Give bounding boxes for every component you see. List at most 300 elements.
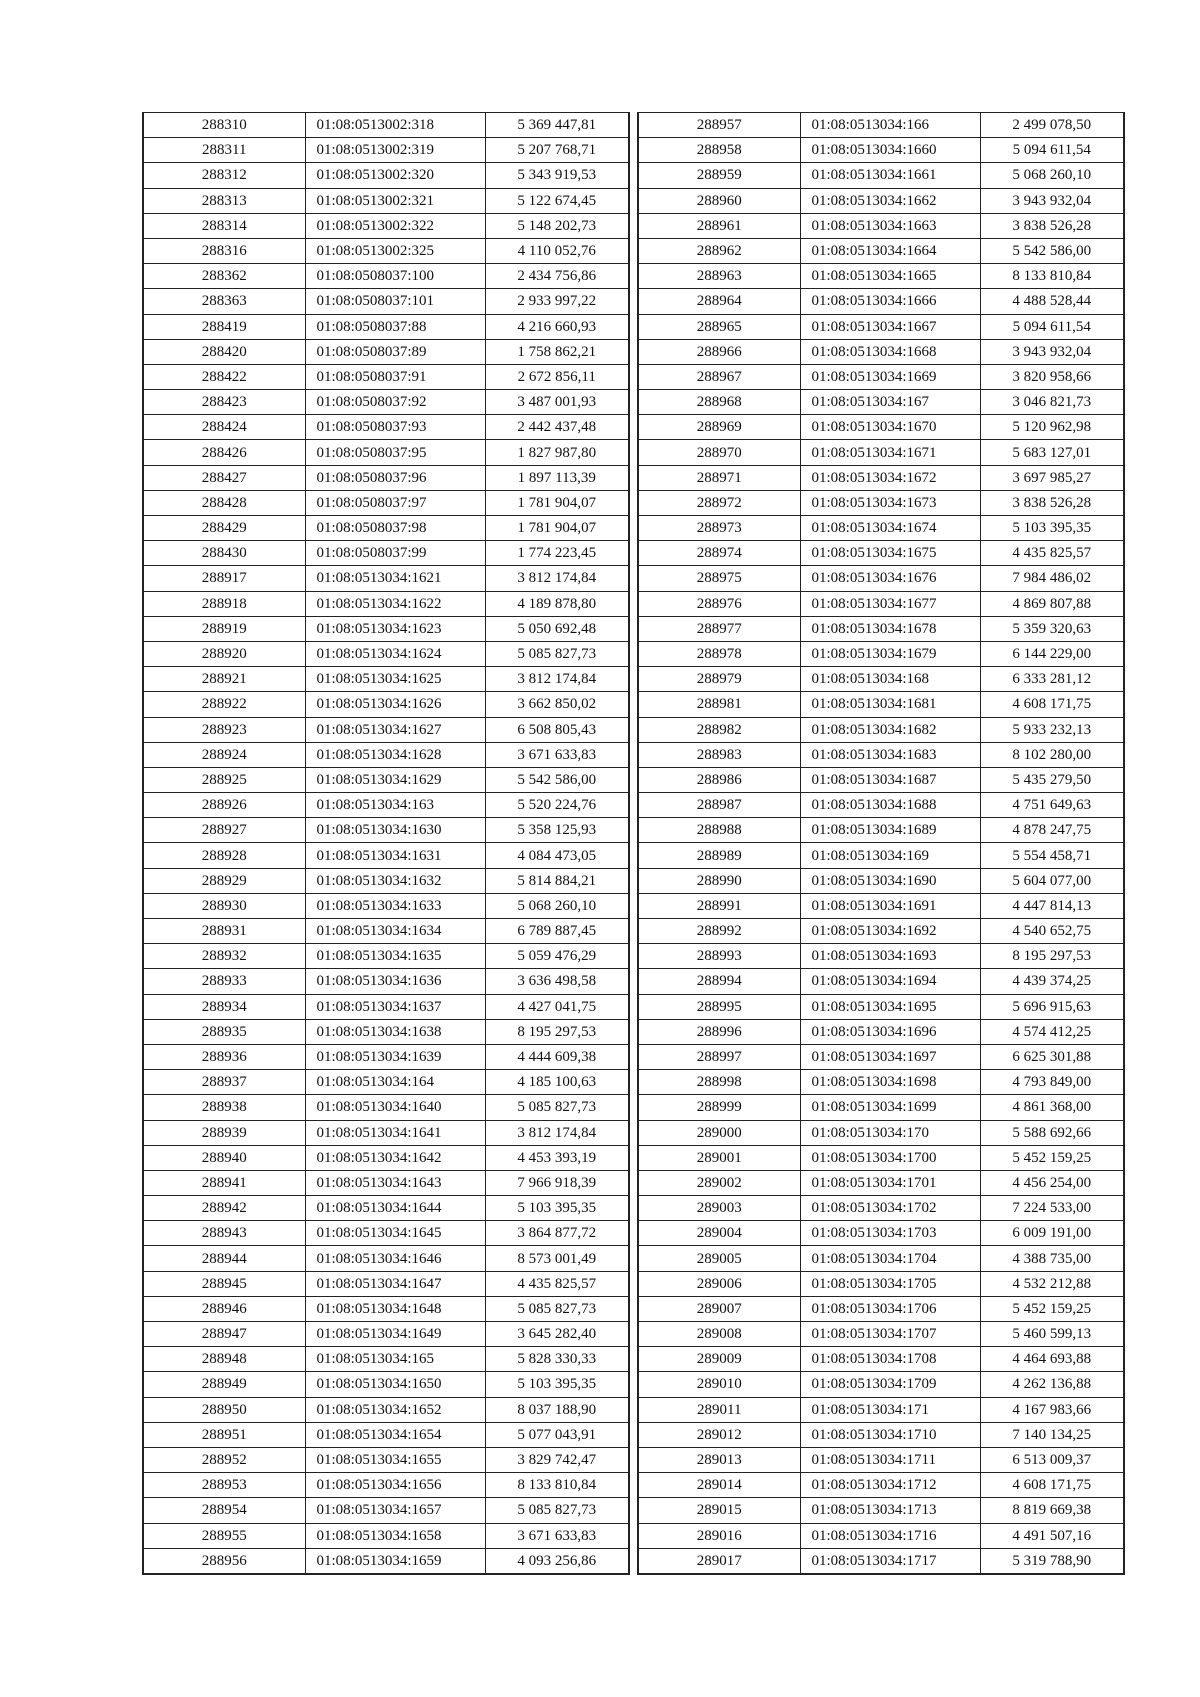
cadastral-number-cell: 01:08:0513034:1698 xyxy=(800,1070,980,1095)
cadastral-number-cell: 01:08:0513034:1700 xyxy=(800,1145,980,1170)
table-row xyxy=(638,843,1124,868)
table-row xyxy=(143,541,629,566)
table-row xyxy=(143,1070,629,1095)
record-number-cell: 288982 xyxy=(638,717,800,742)
table-row xyxy=(143,1044,629,1069)
table-row xyxy=(638,717,1124,742)
record-number-cell: 289015 xyxy=(638,1498,800,1523)
table-row xyxy=(638,1070,1124,1095)
cadastral-number-cell: 01:08:0513034:171 xyxy=(800,1397,980,1422)
cadastral-value-cell: 5 085 827,73 xyxy=(485,1296,629,1321)
cadastral-number-cell: 01:08:0513034:1640 xyxy=(305,1095,485,1120)
record-number-cell: 288311 xyxy=(143,138,305,163)
cadastral-number-cell: 01:08:0513034:1662 xyxy=(800,188,980,213)
table-row xyxy=(638,1044,1124,1069)
cadastral-value-cell: 1 758 862,21 xyxy=(485,339,629,364)
cadastral-number-cell: 01:08:0513034:1678 xyxy=(800,616,980,641)
cadastral-number-cell: 01:08:0513034:1627 xyxy=(305,717,485,742)
cadastral-number-cell: 01:08:0513034:1632 xyxy=(305,868,485,893)
cadastral-value-cell: 4 444 609,38 xyxy=(485,1044,629,1069)
cadastral-number-cell: 01:08:0513034:1634 xyxy=(305,919,485,944)
table-row xyxy=(143,289,629,314)
record-number-cell: 288962 xyxy=(638,238,800,263)
cadastral-number-cell: 01:08:0513034:1643 xyxy=(305,1170,485,1195)
cadastral-number-cell: 01:08:0513034:1655 xyxy=(305,1447,485,1472)
cadastral-value-cell: 3 697 985,27 xyxy=(980,465,1124,490)
cadastral-number-cell: 01:08:0513034:1667 xyxy=(800,314,980,339)
cadastral-number-cell: 01:08:0513034:1704 xyxy=(800,1246,980,1271)
record-number-cell: 288422 xyxy=(143,364,305,389)
table-row xyxy=(638,138,1124,163)
record-number-cell: 288954 xyxy=(143,1498,305,1523)
cadastral-number-cell: 01:08:0508037:92 xyxy=(305,390,485,415)
record-number-cell: 288969 xyxy=(638,415,800,440)
record-number-cell: 289013 xyxy=(638,1447,800,1472)
cadastral-value-cell: 5 359 320,63 xyxy=(980,616,1124,641)
cadastral-value-cell: 7 224 533,00 xyxy=(980,1196,1124,1221)
table-row xyxy=(143,188,629,213)
cadastral-value-cell: 5 358 125,93 xyxy=(485,818,629,843)
record-number-cell: 288989 xyxy=(638,843,800,868)
cadastral-number-cell: 01:08:0513034:1624 xyxy=(305,641,485,666)
cadastral-value-cell: 3 812 174,84 xyxy=(485,667,629,692)
cadastral-value-cell: 3 671 633,83 xyxy=(485,1523,629,1548)
table-row xyxy=(143,692,629,717)
table-row xyxy=(638,1372,1124,1397)
table-row xyxy=(143,339,629,364)
table-row xyxy=(143,163,629,188)
table-row xyxy=(638,818,1124,843)
cadastral-value-cell: 5 068 260,10 xyxy=(485,893,629,918)
cadastral-number-cell: 01:08:0513034:1649 xyxy=(305,1322,485,1347)
record-number-cell: 288313 xyxy=(143,188,305,213)
cadastral-value-cell: 1 827 987,80 xyxy=(485,440,629,465)
cadastral-value-cell: 6 144 229,00 xyxy=(980,641,1124,666)
cadastral-value-cell: 6 625 301,88 xyxy=(980,1044,1124,1069)
cadastral-number-cell: 01:08:0513034:1638 xyxy=(305,1019,485,1044)
cadastral-number-cell: 01:08:0513034:1699 xyxy=(800,1095,980,1120)
cadastral-number-cell: 01:08:0513034:1647 xyxy=(305,1271,485,1296)
table-row xyxy=(143,868,629,893)
table-row xyxy=(143,264,629,289)
record-number-cell: 288961 xyxy=(638,213,800,238)
table-row xyxy=(638,490,1124,515)
cadastral-number-cell: 01:08:0513034:168 xyxy=(800,667,980,692)
cadastral-value-cell: 6 789 887,45 xyxy=(485,919,629,944)
table-row xyxy=(638,1548,1124,1574)
record-number-cell: 289009 xyxy=(638,1347,800,1372)
cadastral-number-cell: 01:08:0513002:319 xyxy=(305,138,485,163)
cadastral-value-cell: 3 812 174,84 xyxy=(485,566,629,591)
cadastral-number-cell: 01:08:0513034:1644 xyxy=(305,1196,485,1221)
record-number-cell: 288426 xyxy=(143,440,305,465)
table-row xyxy=(638,238,1124,263)
record-number-cell: 288993 xyxy=(638,944,800,969)
cadastral-number-cell: 01:08:0508037:97 xyxy=(305,490,485,515)
table-row xyxy=(638,364,1124,389)
record-number-cell: 288428 xyxy=(143,490,305,515)
cadastral-number-cell: 01:08:0513034:1621 xyxy=(305,566,485,591)
cadastral-number-cell: 01:08:0513034:1626 xyxy=(305,692,485,717)
cadastral-value-cell: 5 604 077,00 xyxy=(980,868,1124,893)
cadastral-number-cell: 01:08:0513034:1652 xyxy=(305,1397,485,1422)
cadastral-value-cell: 6 009 191,00 xyxy=(980,1221,1124,1246)
record-number-cell: 288968 xyxy=(638,390,800,415)
table-row xyxy=(638,944,1124,969)
cadastral-value-cell: 5 068 260,10 xyxy=(980,163,1124,188)
cadastral-number-cell: 01:08:0513034:1661 xyxy=(800,163,980,188)
cadastral-number-cell: 01:08:0513002:325 xyxy=(305,238,485,263)
table-row xyxy=(638,1019,1124,1044)
cadastral-number-cell: 01:08:0513034:1657 xyxy=(305,1498,485,1523)
cadastral-value-cell: 8 133 810,84 xyxy=(485,1473,629,1498)
cadastral-number-cell: 01:08:0513034:1636 xyxy=(305,969,485,994)
cadastral-value-cell: 6 513 009,37 xyxy=(980,1447,1124,1472)
table-row xyxy=(143,641,629,666)
cadastral-number-cell: 01:08:0513002:321 xyxy=(305,188,485,213)
table-row xyxy=(143,1296,629,1321)
record-number-cell: 288978 xyxy=(638,641,800,666)
record-number-cell: 288986 xyxy=(638,767,800,792)
cadastral-value-cell: 2 434 756,86 xyxy=(485,264,629,289)
cadastral-value-cell: 4 453 393,19 xyxy=(485,1145,629,1170)
table-row xyxy=(143,1523,629,1548)
cadastral-value-cell: 2 499 078,50 xyxy=(980,113,1124,138)
cadastral-number-cell: 01:08:0513034:1705 xyxy=(800,1271,980,1296)
record-number-cell: 288981 xyxy=(638,692,800,717)
record-number-cell: 288427 xyxy=(143,465,305,490)
record-number-cell: 288991 xyxy=(638,893,800,918)
cadastral-number-cell: 01:08:0513034:1693 xyxy=(800,944,980,969)
cadastral-value-cell: 4 491 507,16 xyxy=(980,1523,1124,1548)
table-row xyxy=(638,289,1124,314)
cadastral-number-cell: 01:08:0513034:1648 xyxy=(305,1296,485,1321)
record-number-cell: 288965 xyxy=(638,314,800,339)
record-number-cell: 288942 xyxy=(143,1196,305,1221)
record-number-cell: 288988 xyxy=(638,818,800,843)
cadastral-number-cell: 01:08:0513034:1671 xyxy=(800,440,980,465)
cadastral-number-cell: 01:08:0513034:1631 xyxy=(305,843,485,868)
cadastral-number-cell: 01:08:0508037:93 xyxy=(305,415,485,440)
cadastral-number-cell: 01:08:0513034:1690 xyxy=(800,868,980,893)
record-number-cell: 289000 xyxy=(638,1120,800,1145)
table-row xyxy=(143,767,629,792)
cadastral-number-cell: 01:08:0508037:96 xyxy=(305,465,485,490)
cadastral-number-cell: 01:08:0513034:1668 xyxy=(800,339,980,364)
record-number-cell: 288926 xyxy=(143,793,305,818)
cadastral-value-cell: 3 943 932,04 xyxy=(980,339,1124,364)
record-number-cell: 288944 xyxy=(143,1246,305,1271)
cadastral-value-cell: 5 085 827,73 xyxy=(485,1095,629,1120)
record-number-cell: 288997 xyxy=(638,1044,800,1069)
cadastral-value-cell: 5 435 279,50 xyxy=(980,767,1124,792)
table-row xyxy=(638,541,1124,566)
record-number-cell: 288950 xyxy=(143,1397,305,1422)
cadastral-value-cell: 7 140 134,25 xyxy=(980,1422,1124,1447)
table-row xyxy=(143,1271,629,1296)
cadastral-number-cell: 01:08:0513034:1674 xyxy=(800,516,980,541)
cadastral-number-cell: 01:08:0513034:1708 xyxy=(800,1347,980,1372)
table-row xyxy=(143,238,629,263)
table-row xyxy=(638,264,1124,289)
cadastral-value-cell: 5 050 692,48 xyxy=(485,616,629,641)
cadastral-value-cell: 8 195 297,53 xyxy=(980,944,1124,969)
table-row xyxy=(143,440,629,465)
cadastral-value-cell: 5 696 915,63 xyxy=(980,994,1124,1019)
cadastral-value-cell: 4 488 528,44 xyxy=(980,289,1124,314)
cadastral-value-cell: 4 574 412,25 xyxy=(980,1019,1124,1044)
cadastral-number-cell: 01:08:0513034:1689 xyxy=(800,818,980,843)
cadastral-value-cell: 1 781 904,07 xyxy=(485,516,629,541)
cadastral-value-cell: 5 452 159,25 xyxy=(980,1296,1124,1321)
cadastral-value-cell: 8 133 810,84 xyxy=(980,264,1124,289)
record-number-cell: 288983 xyxy=(638,742,800,767)
record-number-cell: 288975 xyxy=(638,566,800,591)
record-number-cell: 288923 xyxy=(143,717,305,742)
cadastral-value-cell: 5 554 458,71 xyxy=(980,843,1124,868)
cadastral-value-cell: 5 059 476,29 xyxy=(485,944,629,969)
cadastral-number-cell: 01:08:0513034:1650 xyxy=(305,1372,485,1397)
cadastral-value-cell: 2 672 856,11 xyxy=(485,364,629,389)
record-number-cell: 288956 xyxy=(143,1548,305,1574)
table-row xyxy=(143,364,629,389)
table-row xyxy=(638,667,1124,692)
record-number-cell: 288928 xyxy=(143,843,305,868)
record-number-cell: 288420 xyxy=(143,339,305,364)
record-number-cell: 288987 xyxy=(638,793,800,818)
table-row xyxy=(143,1548,629,1574)
record-number-cell: 288936 xyxy=(143,1044,305,1069)
cadastral-number-cell: 01:08:0513034:165 xyxy=(305,1347,485,1372)
cadastral-number-cell: 01:08:0513034:1630 xyxy=(305,818,485,843)
cadastral-value-cell: 4 216 660,93 xyxy=(485,314,629,339)
table-row xyxy=(143,415,629,440)
cadastral-number-cell: 01:08:0513034:1645 xyxy=(305,1221,485,1246)
table-row xyxy=(143,818,629,843)
table-row xyxy=(143,1372,629,1397)
table-row xyxy=(143,994,629,1019)
cadastral-value-cell: 3 943 932,04 xyxy=(980,188,1124,213)
record-number-cell: 288934 xyxy=(143,994,305,1019)
record-number-cell: 289014 xyxy=(638,1473,800,1498)
cadastral-number-cell: 01:08:0513034:1660 xyxy=(800,138,980,163)
record-number-cell: 288933 xyxy=(143,969,305,994)
record-number-cell: 288996 xyxy=(638,1019,800,1044)
cadastral-number-cell: 01:08:0513034:1707 xyxy=(800,1322,980,1347)
record-number-cell: 288363 xyxy=(143,289,305,314)
record-number-cell: 288424 xyxy=(143,415,305,440)
cadastral-number-cell: 01:08:0513034:1628 xyxy=(305,742,485,767)
record-number-cell: 288994 xyxy=(638,969,800,994)
cadastral-value-cell: 5 148 202,73 xyxy=(485,213,629,238)
cadastral-value-cell: 1 781 904,07 xyxy=(485,490,629,515)
record-number-cell: 288937 xyxy=(143,1070,305,1095)
table-row xyxy=(638,1473,1124,1498)
cadastral-value-cell: 3 636 498,58 xyxy=(485,969,629,994)
table-row xyxy=(143,893,629,918)
table-row xyxy=(638,1523,1124,1548)
cadastral-value-cell: 8 573 001,49 xyxy=(485,1246,629,1271)
cadastral-value-cell: 3 864 877,72 xyxy=(485,1221,629,1246)
record-number-cell: 288935 xyxy=(143,1019,305,1044)
cadastral-value-cell: 5 077 043,91 xyxy=(485,1422,629,1447)
table-row xyxy=(638,1246,1124,1271)
table-row xyxy=(143,1322,629,1347)
cadastral-value-cell: 5 588 692,66 xyxy=(980,1120,1124,1145)
cadastral-number-cell: 01:08:0508037:91 xyxy=(305,364,485,389)
table-row xyxy=(143,390,629,415)
cadastral-value-cell: 8 195 297,53 xyxy=(485,1019,629,1044)
record-number-cell: 288952 xyxy=(143,1447,305,1472)
cadastral-number-cell: 01:08:0513034:1702 xyxy=(800,1196,980,1221)
record-number-cell: 288953 xyxy=(143,1473,305,1498)
table-row xyxy=(638,893,1124,918)
cadastral-value-cell: 4 869 807,88 xyxy=(980,591,1124,616)
table-row xyxy=(143,138,629,163)
cadastral-number-cell: 01:08:0513034:1673 xyxy=(800,490,980,515)
table-row xyxy=(638,767,1124,792)
record-number-cell: 288314 xyxy=(143,213,305,238)
cadastral-number-cell: 01:08:0513002:318 xyxy=(305,113,485,138)
table-row xyxy=(638,969,1124,994)
record-number-cell: 288955 xyxy=(143,1523,305,1548)
table-row xyxy=(143,1347,629,1372)
table-row xyxy=(638,188,1124,213)
record-number-cell: 288922 xyxy=(143,692,305,717)
table-row xyxy=(638,742,1124,767)
cadastral-value-cell: 5 542 586,00 xyxy=(485,767,629,792)
cadastral-number-cell: 01:08:0513034:1635 xyxy=(305,944,485,969)
cadastral-value-cell: 5 933 232,13 xyxy=(980,717,1124,742)
cadastral-value-cell: 4 793 849,00 xyxy=(980,1070,1124,1095)
cadastral-number-cell: 01:08:0513034:1639 xyxy=(305,1044,485,1069)
table-row xyxy=(638,692,1124,717)
record-number-cell: 288430 xyxy=(143,541,305,566)
table-row xyxy=(638,1322,1124,1347)
record-number-cell: 289006 xyxy=(638,1271,800,1296)
cadastral-value-cell: 4 540 652,75 xyxy=(980,919,1124,944)
cadastral-value-cell: 5 103 395,35 xyxy=(485,1372,629,1397)
cadastral-number-cell: 01:08:0513034:1691 xyxy=(800,893,980,918)
record-number-cell: 288977 xyxy=(638,616,800,641)
record-number-cell: 288423 xyxy=(143,390,305,415)
cadastral-value-cell: 6 508 805,43 xyxy=(485,717,629,742)
cadastral-value-cell: 4 388 735,00 xyxy=(980,1246,1124,1271)
table-row xyxy=(143,944,629,969)
cadastral-value-cell: 3 838 526,28 xyxy=(980,490,1124,515)
cadastral-value-cell: 4 262 136,88 xyxy=(980,1372,1124,1397)
cadastral-number-cell: 01:08:0513034:1654 xyxy=(305,1422,485,1447)
cadastral-value-cell: 4 167 983,66 xyxy=(980,1397,1124,1422)
cadastral-number-cell: 01:08:0513034:1713 xyxy=(800,1498,980,1523)
cadastral-number-cell: 01:08:0513034:1696 xyxy=(800,1019,980,1044)
record-number-cell: 288979 xyxy=(638,667,800,692)
record-number-cell: 289017 xyxy=(638,1548,800,1574)
cadastral-value-cell: 4 751 649,63 xyxy=(980,793,1124,818)
cadastral-value-cell: 1 897 113,39 xyxy=(485,465,629,490)
cadastral-value-cell: 7 984 486,02 xyxy=(980,566,1124,591)
record-number-cell: 288943 xyxy=(143,1221,305,1246)
cadastral-value-cell: 3 812 174,84 xyxy=(485,1120,629,1145)
cadastral-value-cell: 7 966 918,39 xyxy=(485,1170,629,1195)
cadastral-number-cell: 01:08:0513034:163 xyxy=(305,793,485,818)
right-table-body xyxy=(638,113,1124,1574)
record-number-cell: 288924 xyxy=(143,742,305,767)
table-row xyxy=(638,793,1124,818)
cadastral-value-cell: 4 189 878,80 xyxy=(485,591,629,616)
table-row xyxy=(143,465,629,490)
table-row xyxy=(638,868,1124,893)
table-row xyxy=(143,1221,629,1246)
record-number-cell: 288959 xyxy=(638,163,800,188)
cadastral-value-cell: 5 122 674,45 xyxy=(485,188,629,213)
table-row xyxy=(143,1095,629,1120)
cadastral-value-cell: 4 439 374,25 xyxy=(980,969,1124,994)
cadastral-value-cell: 6 333 281,12 xyxy=(980,667,1124,692)
cadastral-number-cell: 01:08:0513034:1677 xyxy=(800,591,980,616)
cadastral-value-cell: 4 608 171,75 xyxy=(980,692,1124,717)
table-row xyxy=(143,717,629,742)
record-number-cell: 288310 xyxy=(143,113,305,138)
cadastral-number-cell: 01:08:0513034:1629 xyxy=(305,767,485,792)
cadastral-number-cell: 01:08:0513034:1675 xyxy=(800,541,980,566)
cadastral-number-cell: 01:08:0508037:88 xyxy=(305,314,485,339)
table-row xyxy=(143,1422,629,1447)
cadastral-number-cell: 01:08:0513034:1669 xyxy=(800,364,980,389)
cadastral-value-cell: 3 645 282,40 xyxy=(485,1322,629,1347)
table-row xyxy=(638,1498,1124,1523)
cadastral-value-cell: 4 185 100,63 xyxy=(485,1070,629,1095)
record-number-cell: 288929 xyxy=(143,868,305,893)
record-number-cell: 289012 xyxy=(638,1422,800,1447)
record-number-cell: 288918 xyxy=(143,591,305,616)
right-data-table xyxy=(637,112,1125,1575)
table-row xyxy=(143,843,629,868)
cadastral-number-cell: 01:08:0513034:1659 xyxy=(305,1548,485,1574)
record-number-cell: 289016 xyxy=(638,1523,800,1548)
cadastral-value-cell: 8 819 669,38 xyxy=(980,1498,1124,1523)
record-number-cell: 288972 xyxy=(638,490,800,515)
cadastral-value-cell: 5 814 884,21 xyxy=(485,868,629,893)
record-number-cell: 288973 xyxy=(638,516,800,541)
table-row xyxy=(143,566,629,591)
cadastral-value-cell: 5 085 827,73 xyxy=(485,1498,629,1523)
cadastral-number-cell: 01:08:0513034:1676 xyxy=(800,566,980,591)
record-number-cell: 288949 xyxy=(143,1372,305,1397)
table-row xyxy=(638,314,1124,339)
record-number-cell: 288998 xyxy=(638,1070,800,1095)
cadastral-number-cell: 01:08:0513034:1670 xyxy=(800,415,980,440)
cadastral-number-cell: 01:08:0513002:322 xyxy=(305,213,485,238)
cadastral-number-cell: 01:08:0513034:1692 xyxy=(800,919,980,944)
cadastral-number-cell: 01:08:0513034:170 xyxy=(800,1120,980,1145)
record-number-cell: 288946 xyxy=(143,1296,305,1321)
cadastral-number-cell: 01:08:0513034:1683 xyxy=(800,742,980,767)
record-number-cell: 288971 xyxy=(638,465,800,490)
record-number-cell: 288316 xyxy=(143,238,305,263)
record-number-cell: 288947 xyxy=(143,1322,305,1347)
cadastral-value-cell: 5 207 768,71 xyxy=(485,138,629,163)
record-number-cell: 288960 xyxy=(638,188,800,213)
table-row xyxy=(143,1120,629,1145)
record-number-cell: 288945 xyxy=(143,1271,305,1296)
table-row xyxy=(638,1170,1124,1195)
record-number-cell: 288966 xyxy=(638,339,800,364)
cadastral-value-cell: 5 094 611,54 xyxy=(980,138,1124,163)
cadastral-number-cell: 01:08:0513034:1717 xyxy=(800,1548,980,1574)
record-number-cell: 288951 xyxy=(143,1422,305,1447)
cadastral-number-cell: 01:08:0508037:100 xyxy=(305,264,485,289)
